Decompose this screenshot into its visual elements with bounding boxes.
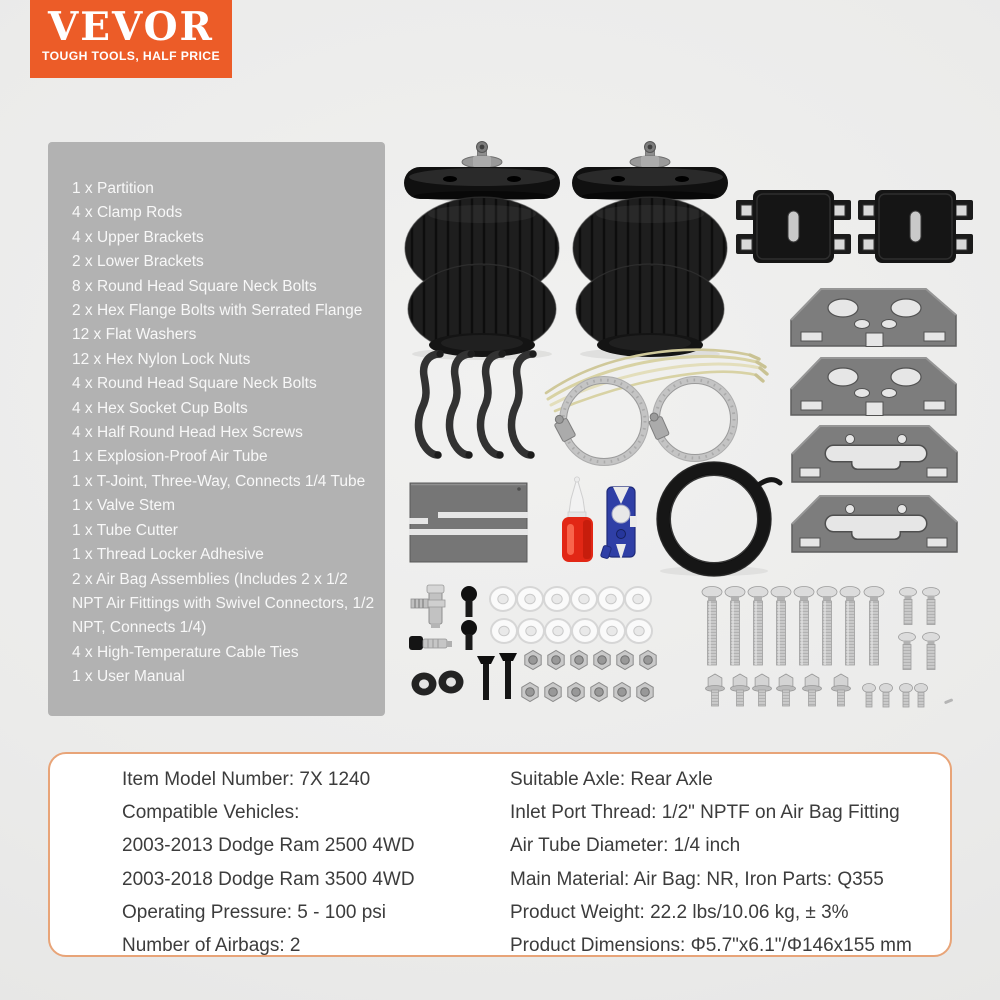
parts-list-item: 4 x Half Round Head Hex Screws (72, 424, 303, 442)
spec-line: 2003-2018 Dodge Ram 3500 4WD (122, 868, 415, 890)
rubber-rings (412, 671, 464, 696)
upper-brackets (736, 190, 973, 263)
clamp-rods (419, 350, 537, 458)
tube-cutter (600, 487, 637, 560)
brand-logo (30, 0, 232, 78)
spec-line: Product Dimensions: Φ5.7"x6.1"/Φ146x155 mm (510, 935, 912, 957)
spec-line: Main Material: Air Bag: NR, Iron Parts: Q355 (510, 868, 884, 890)
product-collage (395, 125, 980, 725)
brand-logo-text: VEVOR (48, 4, 214, 50)
black-round-head-bolts (461, 586, 477, 650)
parts-list-item: 8 x Round Head Square Neck Bolts (72, 277, 317, 295)
parts-list-item: 4 x Hex Socket Cup Bolts (72, 399, 248, 417)
air-tube-coil (657, 462, 780, 576)
parts-list-panel (48, 142, 385, 716)
brand-logo-tagline: TOUGH TOOLS, HALF PRICE (41, 49, 221, 63)
parts-list-item: 1 x Valve Stem (72, 497, 176, 515)
parts-list-item: 12 x Flat Washers (72, 326, 197, 344)
spec-line: Inlet Port Thread: 1/2" NPTF on Air Bag Fitting (510, 802, 900, 824)
parts-list-item: 2 x Air Bag Assemblies (Includes 2 x 1/2 NPT Air Fittings with Swivel Connectors, 1/2 NPT, Connects 1/4) (72, 570, 375, 637)
spec-line: Compatible Vehicles: (122, 802, 300, 824)
parts-list-item: 4 x High-Temperature Cable Ties (72, 643, 299, 661)
spec-line: Operating Pressure: 5 - 100 psi (122, 901, 387, 923)
parts-list-item: 1 x Partition (72, 180, 154, 197)
parts-list-item: 2 x Hex Flange Bolts with Serrated Flange (72, 302, 363, 320)
partition-plate (409, 483, 528, 562)
parts-list-item: 4 x Round Head Square Neck Bolts (72, 375, 317, 393)
parts-list (72, 177, 381, 690)
hex-flange-screws (706, 674, 851, 706)
flat-washers (490, 587, 652, 643)
thread-locker-bottle (562, 477, 593, 562)
carriage-bolts (702, 587, 884, 666)
spec-line: Product Weight: 22.2 lbs/10.06 kg, ± 3% (510, 901, 849, 923)
t-joint-fitting (411, 585, 445, 628)
valve-stem (409, 636, 452, 650)
spec-line: Item Model Number: 7X 1240 (122, 769, 371, 790)
spec-line: 2003-2013 Dodge Ram 2500 4WD (122, 835, 415, 857)
parts-list-item: 12 x Hex Nylon Lock Nuts (72, 350, 251, 368)
spec-line: Suitable Axle: Rear Axle (510, 769, 713, 790)
spec-box (48, 752, 952, 957)
parts-list-item: 1 x T-Joint, Three-Way, Connects 1/4 Tube (72, 472, 366, 490)
air-bag-assemblies (404, 142, 728, 361)
parts-list-item: 4 x Upper Brackets (72, 228, 204, 246)
spec-column-left (122, 763, 510, 955)
spec-line: Number of Airbags: 2 (122, 935, 301, 957)
spec-column-right (510, 763, 912, 955)
parts-list-item: 1 x Tube Cutter (72, 521, 178, 539)
spec-line: Air Tube Diameter: 1/4 inch (510, 835, 741, 857)
parts-list-item: 4 x Clamp Rods (72, 204, 183, 222)
lower-bracket-plates (791, 289, 957, 552)
parts-list-item: 1 x Explosion-Proof Air Tube (72, 448, 268, 466)
hex-lock-nuts (522, 651, 656, 702)
parts-list-item: 2 x Lower Brackets (72, 253, 204, 271)
parts-list-item: 1 x User Manual (72, 668, 185, 686)
parts-list-item: 1 x Thread Locker Adhesive (72, 546, 264, 564)
round-head-screws (863, 684, 954, 708)
medium-bolts (899, 588, 940, 670)
hose-clamps (551, 377, 737, 466)
flat-head-bolts (477, 653, 517, 700)
